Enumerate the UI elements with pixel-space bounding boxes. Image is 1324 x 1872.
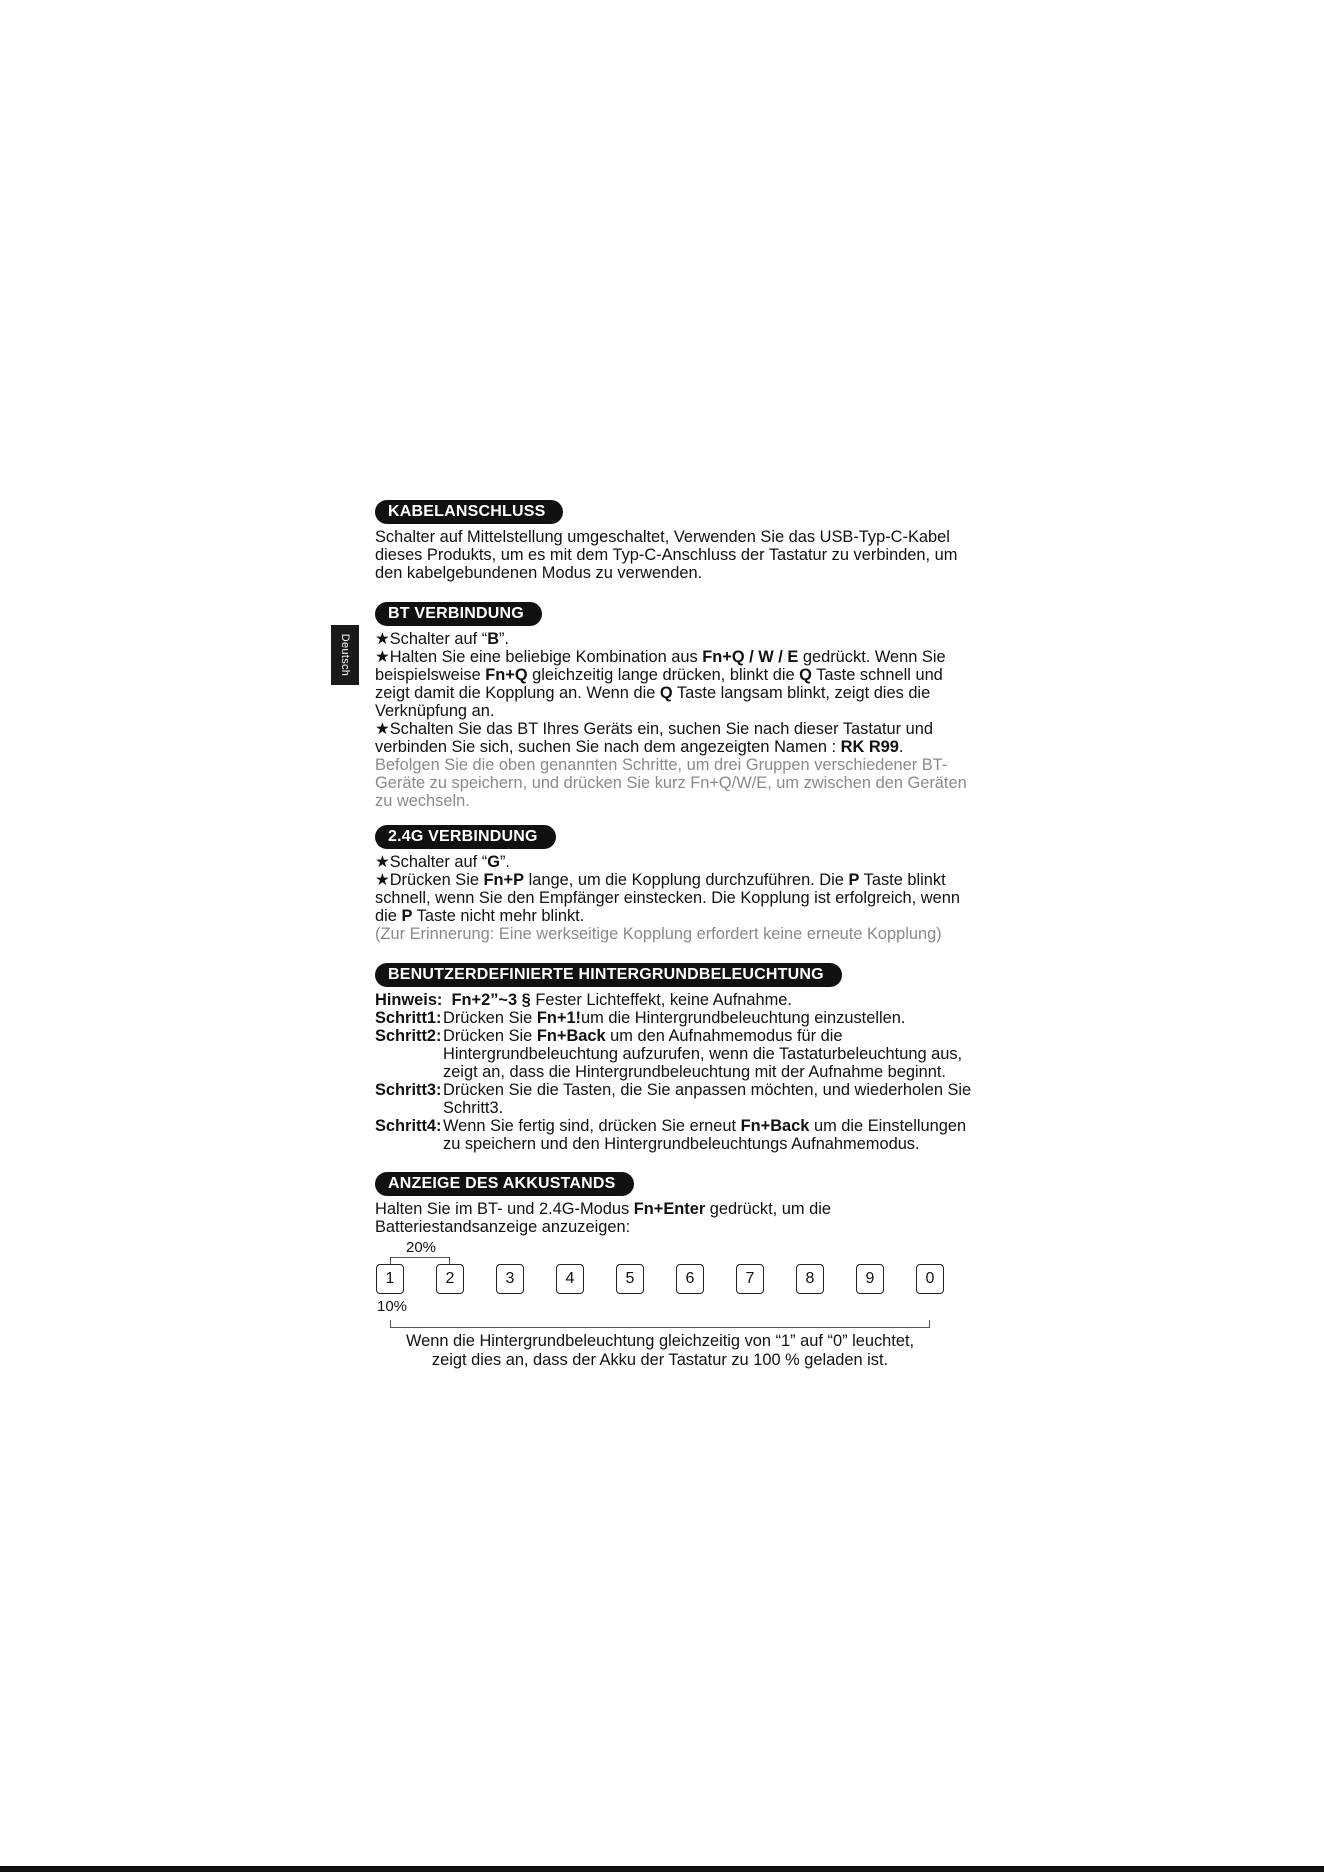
- battery-key-diagram: [375, 1239, 975, 1382]
- bt-line-switch: ★Schalter auf “B”.: [375, 630, 510, 648]
- key-4: 4: [556, 1264, 584, 1294]
- g24-line-pairing: ★Drücken Sie Fn+P lange, um die Kopplung durchzuführen. Die P Taste blinkt schnell, wenn Sie den Empfänger einstecken. Die Kopplung ist erfolgreich, wenn die P Taste nicht mehr blinkt.: [375, 871, 960, 925]
- bracket-top: [390, 1257, 450, 1264]
- bt-line-combination: ★Halten Sie eine beliebige Kombination aus Fn+Q / W / E gedrückt. Wenn Sie beispielsweise Fn+Q gleichzeitig lange drücken, blinkt die Q Taste schnell und zeigt damit die Kopplung an. Wenn die Q Taste langsam blinkt, zeigt dies die Verknüpfung an.: [375, 648, 946, 720]
- section-title-bt: BT VERBINDUNG: [375, 602, 542, 626]
- page-bottom-rule: [0, 1866, 1324, 1872]
- key-3: 3: [496, 1264, 524, 1294]
- label-10-percent: 10%: [377, 1298, 408, 1315]
- backlight-step-2: Schritt2: Drücken Sie Fn+Back um den Aufnahmemodus für die Hintergrundbeleuchtung aufzurufen, wenn die Tastaturbeleuchtung aus, zeigt an, dass die Hintergrundbeleuchtung mit der Aufnahme beginnt.: [375, 1027, 963, 1081]
- g24-line-switch: ★Schalter auf “G”.: [375, 853, 510, 871]
- section-backlight: [375, 963, 975, 1153]
- section-title-kabelanschluss: KABELANSCHLUSS: [375, 500, 563, 524]
- language-tab-label: Deutsch: [339, 633, 352, 677]
- battery-caption: [375, 1332, 945, 1370]
- key-0: 0: [916, 1264, 944, 1294]
- key-6: 6: [676, 1264, 704, 1294]
- section-title-24g: 2.4G VERBINDUNG: [375, 825, 556, 849]
- key-2: 2: [436, 1264, 464, 1294]
- battery-caption-line-1: Wenn die Hintergrundbeleuchtung gleichzeitig von “1” auf “0” leuchtet,: [405, 1332, 915, 1350]
- battery-instructions: Halten Sie im BT- und 2.4G-Modus Fn+Enter gedrückt, um die Batteriestandsanzeige anzuzeigen:: [375, 1200, 831, 1236]
- section-battery: [375, 1172, 975, 1382]
- bracket-bottom: [390, 1320, 930, 1328]
- backlight-step-4: Schritt4: Wenn Sie fertig sind, drücken Sie erneut Fn+Back um die Einstellungen zu speichern und den Hintergrundbeleuchtungs Aufnahmemodus.: [375, 1117, 967, 1153]
- g24-note: (Zur Erinnerung: Eine werkseitige Kopplung erfordert keine erneute Kopplung): [375, 925, 942, 943]
- section-bt-verbindung: [375, 602, 975, 810]
- backlight-hint: Hinweis: Fn+2”~3 § Fester Lichteffekt, keine Aufnahme.: [375, 991, 792, 1009]
- key-8: 8: [796, 1264, 824, 1294]
- backlight-steps: [375, 991, 975, 1153]
- backlight-step-1: Schritt1: Drücken Sie Fn+1!um die Hintergrundbeleuchtung einzustellen.: [375, 1009, 906, 1027]
- key-9: 9: [856, 1264, 884, 1294]
- key-1: 1: [376, 1264, 404, 1294]
- key-5: 5: [616, 1264, 644, 1294]
- section-kabelanschluss: [375, 500, 975, 582]
- battery-caption-line-2: zeigt dies an, dass der Akku der Tastatur zu 100 % geladen ist.: [431, 1351, 889, 1369]
- section-title-backlight: BENUTZERDEFINIERTE HINTERGRUNDBELEUCHTUNG: [375, 963, 842, 987]
- language-tab: [331, 625, 359, 685]
- kabel-text: Schalter auf Mittelstellung umgeschaltet, Verwenden Sie das USB-Typ-C-Kabel dieses Produkts, um es mit dem Typ-C-Anschluss der Tastatur zu verbinden, um den kabelgebundenen Modus zu verwenden.: [375, 528, 958, 582]
- bt-note: Befolgen Sie die oben genannten Schritte, um drei Gruppen verschiedener BT-Geräte zu speichern, und drücken Sie kurz Fn+Q/W/E, um zwischen den Geräten zu wechseln.: [375, 756, 967, 810]
- label-20-percent: 20%: [406, 1239, 437, 1256]
- section-title-battery: ANZEIGE DES AKKUSTANDS: [375, 1172, 634, 1196]
- bt-line-search: ★Schalten Sie das BT Ihres Geräts ein, suchen Sie nach dieser Tastatur und verbinden Sie sich, suchen Sie nach dem angezeigten Namen : RK R99.: [375, 720, 934, 756]
- backlight-step-3: Schritt3: Drücken Sie die Tasten, die Sie anpassen möchten, und wiederholen Sie Schritt3.: [375, 1081, 972, 1117]
- key-7: 7: [736, 1264, 764, 1294]
- section-24g-verbindung: [375, 825, 975, 943]
